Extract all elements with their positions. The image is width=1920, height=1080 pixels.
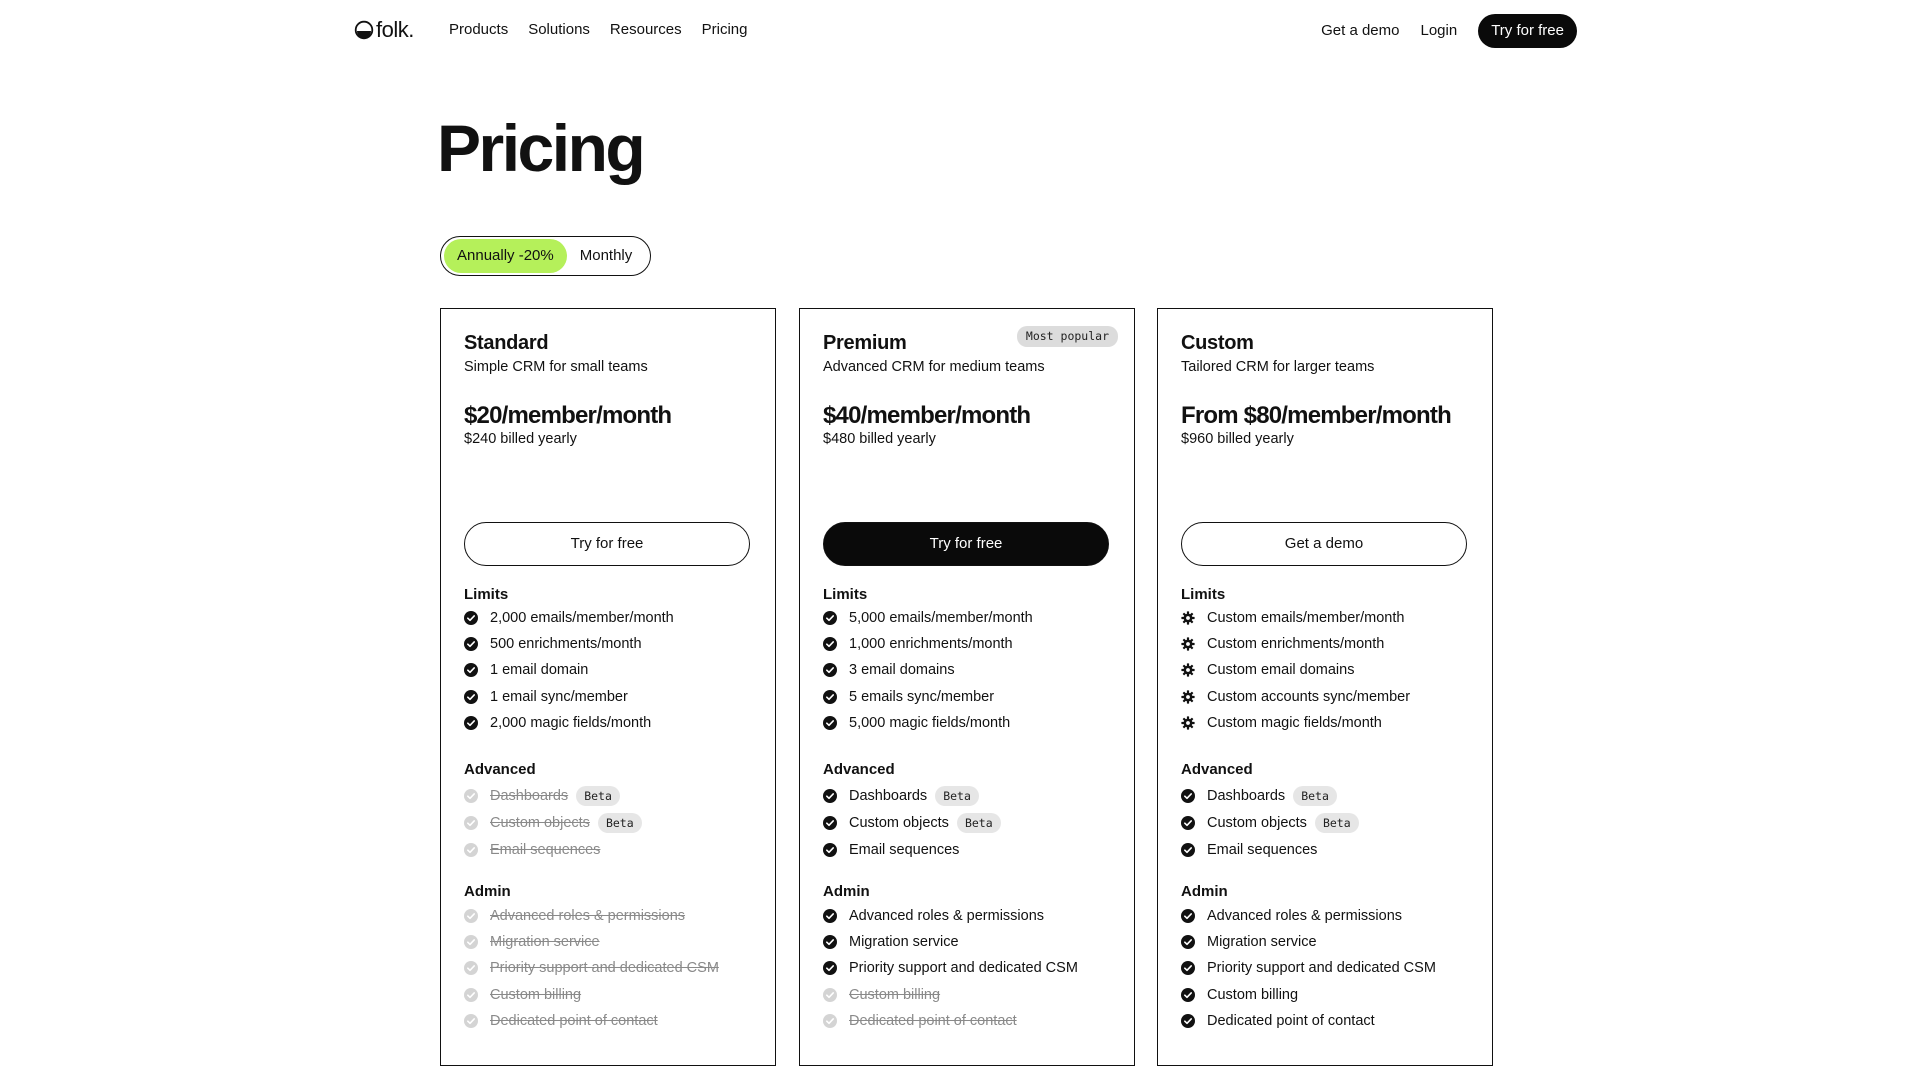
feature-item xyxy=(464,903,750,929)
feature-item xyxy=(1181,631,1467,657)
limits-heading: Limits xyxy=(1181,586,1226,603)
check-circle-icon xyxy=(823,716,837,730)
check-circle-icon xyxy=(1181,935,1195,949)
check-circle-icon xyxy=(1181,1014,1195,1028)
check-circle-icon xyxy=(823,1014,837,1028)
toggle-monthly[interactable]: Monthly xyxy=(579,247,633,264)
check-circle-icon xyxy=(464,1014,478,1028)
check-circle-icon xyxy=(1181,789,1195,803)
admin-list xyxy=(823,903,1109,1034)
feature-label: 2,000 emails/member/month xyxy=(490,610,674,627)
feature-label: Custom enrichments/month xyxy=(1207,636,1385,653)
advanced-heading: Advanced xyxy=(464,761,536,778)
beta-badge: Beta xyxy=(935,786,979,806)
feature-item xyxy=(823,657,1109,683)
plan-card-custom xyxy=(1157,308,1493,1066)
check-circle-icon xyxy=(464,843,478,857)
check-circle-icon xyxy=(823,935,837,949)
nav-link-solutions[interactable]: Solutions xyxy=(528,21,590,38)
check-circle-icon xyxy=(464,961,478,975)
feature-item xyxy=(823,605,1109,631)
feature-label: Custom objects xyxy=(1207,814,1307,831)
plan-billed: $480 billed yearly xyxy=(823,431,936,447)
feature-item xyxy=(464,982,750,1008)
top-nav xyxy=(0,0,1920,60)
feature-item xyxy=(1181,782,1467,809)
feature-item xyxy=(823,631,1109,657)
check-circle-icon xyxy=(464,611,478,625)
feature-item xyxy=(464,657,750,683)
check-circle-icon xyxy=(823,988,837,1002)
beta-badge: Beta xyxy=(1293,786,1337,806)
gear-icon xyxy=(1181,637,1195,651)
limits-list xyxy=(1181,605,1467,736)
check-circle-icon xyxy=(823,637,837,651)
feature-label: Advanced roles & permissions xyxy=(1207,908,1403,925)
feature-label: Migration service xyxy=(490,934,600,951)
feature-item xyxy=(1181,836,1467,863)
feature-item xyxy=(1181,809,1467,836)
feature-label: Priority support and dedicated CSM xyxy=(1207,960,1436,977)
plan-name: Custom xyxy=(1181,332,1254,354)
feature-label: Dashboards xyxy=(849,787,928,804)
nav-link-resources[interactable]: Resources xyxy=(609,21,682,38)
limits-list xyxy=(823,605,1109,736)
feature-label: Dedicated point of contact xyxy=(490,1012,658,1029)
advanced-heading: Advanced xyxy=(1181,761,1253,778)
billing-toggle xyxy=(440,236,651,276)
feature-label: Migration service xyxy=(849,934,959,951)
plan-card-standard xyxy=(440,308,776,1066)
feature-item xyxy=(464,605,750,631)
feature-item xyxy=(1181,903,1467,929)
feature-item xyxy=(1181,605,1467,631)
feature-item xyxy=(464,955,750,981)
advanced-list xyxy=(823,782,1109,863)
feature-label: 1,000 enrichments/month xyxy=(849,636,1013,653)
admin-heading: Admin xyxy=(823,883,870,900)
check-circle-icon xyxy=(1181,816,1195,830)
admin-heading: Admin xyxy=(464,883,511,900)
feature-item xyxy=(1181,929,1467,955)
feature-label: Custom billing xyxy=(490,986,582,1003)
plan-price: $20/member/month xyxy=(464,402,672,429)
beta-badge: Beta xyxy=(576,786,620,806)
feature-label: Priority support and dedicated CSM xyxy=(490,960,719,977)
feature-label: Email sequences xyxy=(849,841,960,858)
gear-icon xyxy=(1181,611,1195,625)
plan-description: Simple CRM for small teams xyxy=(464,359,648,375)
nav-links xyxy=(449,20,747,40)
feature-item xyxy=(1181,657,1467,683)
check-circle-icon xyxy=(823,663,837,677)
admin-list xyxy=(464,903,750,1034)
feature-item xyxy=(823,955,1109,981)
feature-label: Custom emails/member/month xyxy=(1207,610,1405,627)
feature-label: Advanced roles & permissions xyxy=(490,908,686,925)
check-circle-icon xyxy=(1181,843,1195,857)
feature-item xyxy=(1181,684,1467,710)
page-title: Pricing xyxy=(437,111,644,185)
feature-label: Custom objects xyxy=(490,814,590,831)
check-circle-icon xyxy=(464,789,478,803)
check-circle-icon xyxy=(464,716,478,730)
check-circle-icon xyxy=(464,663,478,677)
feature-item xyxy=(464,809,750,836)
get-demo-link[interactable]: Get a demo xyxy=(1321,22,1400,39)
feature-label: 500 enrichments/month xyxy=(490,636,642,653)
feature-label: Email sequences xyxy=(1207,841,1318,858)
plan-name: Standard xyxy=(464,332,549,354)
check-circle-icon xyxy=(464,988,478,1002)
check-circle-icon xyxy=(464,816,478,830)
feature-label: Custom billing xyxy=(849,986,941,1003)
nav-link-products[interactable]: Products xyxy=(449,21,509,38)
beta-badge: Beta xyxy=(957,813,1001,833)
feature-item xyxy=(1181,955,1467,981)
check-circle-icon xyxy=(1181,961,1195,975)
limits-list xyxy=(464,605,750,736)
feature-label: Dashboards xyxy=(490,787,569,804)
feature-item xyxy=(823,782,1109,809)
gear-icon xyxy=(1181,663,1195,677)
limits-heading: Limits xyxy=(823,586,868,603)
plan-name: Premium xyxy=(823,332,907,354)
feature-item xyxy=(823,809,1109,836)
feature-item xyxy=(464,836,750,863)
feature-item xyxy=(464,631,750,657)
feature-item xyxy=(464,782,750,809)
feature-item xyxy=(1181,710,1467,736)
beta-badge: Beta xyxy=(1315,813,1359,833)
advanced-list xyxy=(464,782,750,863)
nav-link-pricing[interactable]: Pricing xyxy=(701,21,748,38)
toggle-annually[interactable]: Annually -20% xyxy=(444,239,567,273)
feature-label: 5,000 emails/member/month xyxy=(849,610,1033,627)
feature-label: Advanced roles & permissions xyxy=(849,908,1045,925)
plan-price: From $80/member/month xyxy=(1181,402,1451,429)
check-circle-icon xyxy=(823,843,837,857)
feature-item xyxy=(823,710,1109,736)
try-for-free-button[interactable]: Try for free xyxy=(1478,14,1577,48)
advanced-heading: Advanced xyxy=(823,761,895,778)
admin-heading: Admin xyxy=(1181,883,1228,900)
check-circle-icon xyxy=(823,961,837,975)
plan-cta-button[interactable]: Get a demo xyxy=(1181,522,1467,566)
advanced-list xyxy=(1181,782,1467,863)
feature-label: Custom accounts sync/member xyxy=(1207,688,1411,705)
most-popular-badge: Most popular xyxy=(1017,326,1118,347)
feature-label: Custom magic fields/month xyxy=(1207,714,1382,731)
feature-label: 5,000 magic fields/month xyxy=(849,714,1011,731)
plan-cta-button[interactable]: Try for free xyxy=(464,522,750,566)
plan-cta-button[interactable]: Try for free xyxy=(823,522,1109,566)
logo-text: folk. xyxy=(376,17,414,42)
feature-label: Migration service xyxy=(1207,934,1317,951)
check-circle-icon xyxy=(464,637,478,651)
folk-logo[interactable] xyxy=(354,18,414,42)
check-circle-icon xyxy=(823,816,837,830)
feature-label: Dedicated point of contact xyxy=(849,1012,1017,1029)
nav-actions xyxy=(1321,14,1577,48)
plan-description: Tailored CRM for larger teams xyxy=(1181,359,1375,375)
plan-billed: $240 billed yearly xyxy=(464,431,577,447)
feature-label: 2,000 magic fields/month xyxy=(490,714,652,731)
gear-icon xyxy=(1181,716,1195,730)
feature-item xyxy=(464,1008,750,1034)
check-circle-icon xyxy=(823,789,837,803)
feature-item xyxy=(1181,1008,1467,1034)
feature-label: 3 email domains xyxy=(849,662,955,679)
gear-icon xyxy=(1181,690,1195,704)
check-circle-icon xyxy=(823,611,837,625)
feature-item xyxy=(464,929,750,955)
feature-label: Email sequences xyxy=(490,841,601,858)
feature-label: Dedicated point of contact xyxy=(1207,1012,1375,1029)
check-circle-icon xyxy=(464,909,478,923)
plan-price: $40/member/month xyxy=(823,402,1031,429)
feature-label: 1 email domain xyxy=(490,662,589,679)
feature-label: Custom objects xyxy=(849,814,949,831)
plan-description: Advanced CRM for medium teams xyxy=(823,359,1045,375)
logo-mark-icon xyxy=(354,20,374,40)
feature-label: Custom billing xyxy=(1207,986,1299,1003)
feature-label: Custom email domains xyxy=(1207,662,1355,679)
feature-label: Priority support and dedicated CSM xyxy=(849,960,1078,977)
feature-item xyxy=(823,982,1109,1008)
check-circle-icon xyxy=(823,690,837,704)
feature-item xyxy=(464,684,750,710)
check-circle-icon xyxy=(1181,988,1195,1002)
check-circle-icon xyxy=(464,690,478,704)
plan-billed: $960 billed yearly xyxy=(1181,431,1294,447)
feature-item xyxy=(464,710,750,736)
feature-label: 5 emails sync/member xyxy=(849,688,995,705)
feature-item xyxy=(823,1008,1109,1034)
beta-badge: Beta xyxy=(598,813,642,833)
feature-label: Dashboards xyxy=(1207,787,1286,804)
feature-item xyxy=(823,929,1109,955)
feature-item xyxy=(823,684,1109,710)
admin-list xyxy=(1181,903,1467,1034)
check-circle-icon xyxy=(464,935,478,949)
limits-heading: Limits xyxy=(464,586,509,603)
feature-item xyxy=(1181,982,1467,1008)
check-circle-icon xyxy=(823,909,837,923)
login-link[interactable]: Login xyxy=(1420,22,1458,39)
feature-item xyxy=(823,836,1109,863)
check-circle-icon xyxy=(1181,909,1195,923)
feature-item xyxy=(823,903,1109,929)
plan-card-premium xyxy=(799,308,1135,1066)
feature-label: 1 email sync/member xyxy=(490,688,628,705)
